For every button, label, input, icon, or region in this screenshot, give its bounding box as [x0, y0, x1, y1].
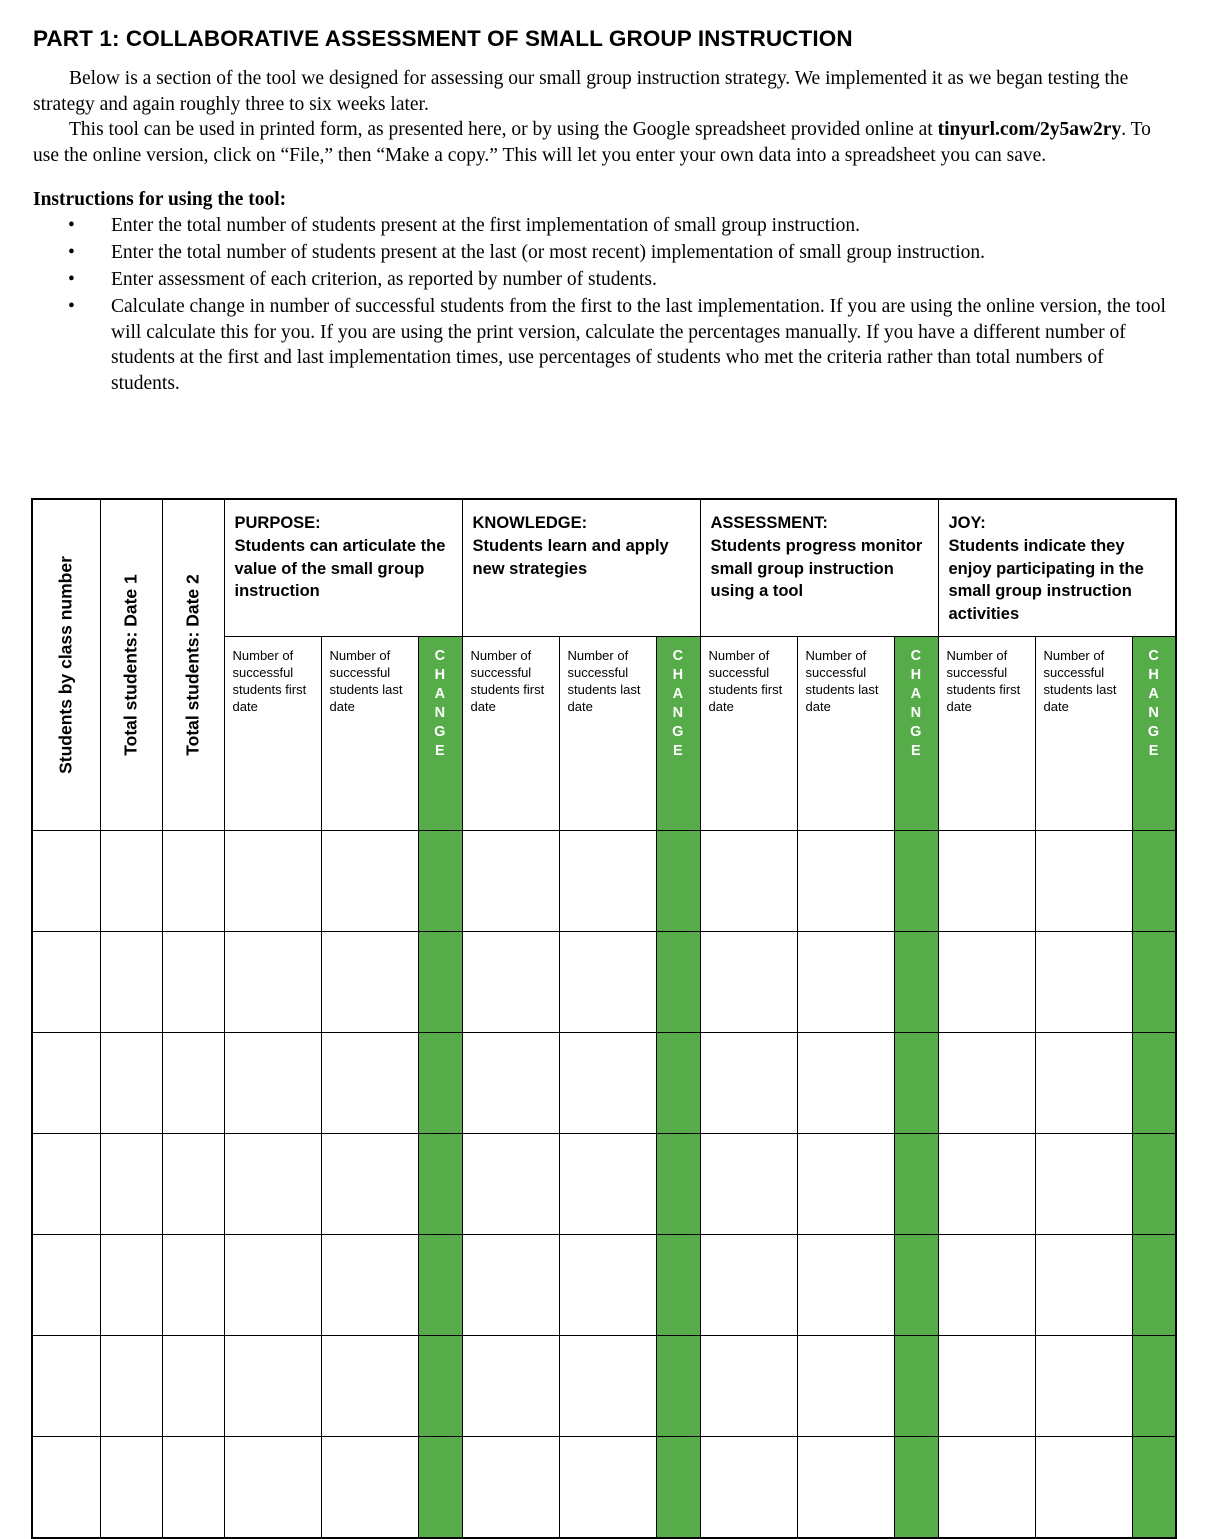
cell-knowledge-last[interactable]: [559, 931, 656, 1032]
subheader-knowledge-change-label: C H A N G E: [672, 647, 684, 760]
instructions-list: [33, 213, 1173, 397]
cell-assessment-change[interactable]: [894, 1133, 938, 1234]
cell-assessment-last[interactable]: [797, 830, 894, 931]
cell-purpose-change[interactable]: [418, 1133, 462, 1234]
col-header-total-students-date2: [162, 499, 224, 830]
intro-paragraph-1: [33, 66, 1173, 117]
category-header-knowledge-subtitle: Students learn and apply new strategies: [472, 536, 669, 578]
bullet-icon: •: [68, 214, 75, 236]
cell-knowledge-change[interactable]: [656, 1032, 700, 1133]
category-header-knowledge: [462, 499, 700, 636]
cell-joy-change[interactable]: [1132, 931, 1176, 1032]
cell-knowledge-last[interactable]: [559, 1234, 656, 1335]
cell-purpose-last[interactable]: [321, 1133, 418, 1234]
intro-paragraph-2-lead: This tool can be used in printed form, as presented here, or by using the Google spreadsheet provided online at: [69, 119, 938, 141]
cell-joy-last[interactable]: [1035, 1133, 1132, 1234]
cell-joy-first[interactable]: [938, 931, 1035, 1032]
cell-students-by-class[interactable]: [32, 1133, 100, 1234]
cell-assessment-change[interactable]: [894, 830, 938, 931]
category-header-assessment: [700, 499, 938, 636]
cell-students-by-class[interactable]: [32, 1436, 100, 1538]
category-header-purpose-subtitle: Students can articulate the value of the small group instruction: [234, 536, 446, 601]
category-header-purpose-title: PURPOSE:: [234, 514, 321, 532]
col-header-total-students-date1-label: Total students: Date 1: [120, 574, 141, 756]
cell-knowledge-first[interactable]: [462, 1335, 559, 1436]
cell-knowledge-last[interactable]: [559, 1335, 656, 1436]
cell-assessment-first[interactable]: [700, 830, 797, 931]
cell-assessment-first[interactable]: [700, 1032, 797, 1133]
cell-assessment-last[interactable]: [797, 1032, 894, 1133]
table-data-rows: [32, 830, 1176, 1538]
table-row: [32, 1436, 1176, 1538]
cell-purpose-change[interactable]: [418, 1335, 462, 1436]
subheader-knowledge-first: Number of successful students first date: [462, 636, 559, 830]
cell-purpose-change[interactable]: [418, 931, 462, 1032]
table-row: [32, 1133, 1176, 1234]
subheader-assessment-change-label: C H A N G E: [910, 647, 922, 760]
intro-paragraph-2-tail: . To use the online version, click on “File,” then “Make a copy.” This will let you enter your own data into a spreadsheet you can save.: [33, 119, 1151, 167]
cell-total-students-date1[interactable]: [100, 931, 162, 1032]
intro-paragraph-1-text: Below is a section of the tool we designed for assessing our small group instruction strategy. We implemented it as we began testing the strategy and again roughly three to six weeks later.: [33, 67, 1129, 115]
cell-purpose-first[interactable]: [224, 1032, 321, 1133]
table-header-row-categories: [32, 499, 1176, 636]
cell-purpose-first[interactable]: [224, 830, 321, 931]
cell-joy-change[interactable]: [1132, 1234, 1176, 1335]
category-header-joy-subtitle: Students indicate they enjoy participating in the small group instruction activities: [948, 536, 1144, 624]
cell-knowledge-last[interactable]: [559, 830, 656, 931]
cell-total-students-date1[interactable]: [100, 1032, 162, 1133]
cell-purpose-change[interactable]: [418, 830, 462, 931]
cell-purpose-first[interactable]: [224, 931, 321, 1032]
list-item-text: Enter the total number of students present at the first implementation of small group instruction.: [111, 214, 860, 236]
col-header-students-by-class-label: Students by class number: [55, 555, 76, 774]
cell-assessment-change[interactable]: [894, 1436, 938, 1538]
cell-assessment-first[interactable]: [700, 1234, 797, 1335]
subheader-purpose-last: Number of successful students last date: [321, 636, 418, 830]
category-header-joy-title: JOY:: [948, 514, 986, 532]
cell-joy-change[interactable]: [1132, 1436, 1176, 1538]
cell-joy-last[interactable]: [1035, 1032, 1132, 1133]
cell-joy-change[interactable]: [1132, 830, 1176, 931]
subheader-joy-first: Number of successful students first date: [938, 636, 1035, 830]
cell-total-students-date2[interactable]: [162, 1436, 224, 1538]
cell-knowledge-change[interactable]: [656, 830, 700, 931]
tool-url: tinyurl.com/2y5aw2ry: [937, 119, 1122, 141]
cell-students-by-class[interactable]: [32, 1335, 100, 1436]
table-row: [32, 830, 1176, 931]
subheader-purpose-change-label: C H A N G E: [434, 647, 446, 760]
cell-purpose-last[interactable]: [321, 1032, 418, 1133]
cell-purpose-change[interactable]: [418, 1032, 462, 1133]
cell-assessment-last[interactable]: [797, 1436, 894, 1538]
table-row: [32, 1335, 1176, 1436]
list-item-text: Calculate change in number of successful students from the first to the last implementation. If you are using the online version, the tool will calculate this for you. If you are using the print version, calculate the percentages manually. If you have a different number of students at the first and last implementation times, use percentages of students who met the criteria rather than total numbers of students.: [111, 295, 1166, 395]
cell-knowledge-first[interactable]: [462, 1436, 559, 1538]
subheader-assessment-first: Number of successful students first date: [700, 636, 797, 830]
cell-purpose-first[interactable]: [224, 1234, 321, 1335]
cell-assessment-change[interactable]: [894, 1234, 938, 1335]
cell-joy-first[interactable]: [938, 1032, 1035, 1133]
cell-purpose-change[interactable]: [418, 1436, 462, 1538]
col-header-students-by-class: [32, 499, 100, 830]
subheader-assessment-last: Number of successful students last date: [797, 636, 894, 830]
cell-purpose-last[interactable]: [321, 1436, 418, 1538]
list-item: [33, 213, 1173, 239]
table-row: [32, 931, 1176, 1032]
cell-joy-first[interactable]: [938, 1335, 1035, 1436]
col-header-total-students-date2-label: Total students: Date 2: [182, 574, 203, 756]
col-header-total-students-date1: [100, 499, 162, 830]
intro-paragraph-2: [33, 117, 1173, 168]
cell-assessment-last[interactable]: [797, 1335, 894, 1436]
cell-joy-change[interactable]: [1132, 1335, 1176, 1436]
cell-purpose-last[interactable]: [321, 1234, 418, 1335]
instructions-heading: Instructions for using the tool:: [33, 188, 287, 210]
table-row: [32, 1032, 1176, 1133]
cell-knowledge-first[interactable]: [462, 1133, 559, 1234]
cell-total-students-date1[interactable]: [100, 1133, 162, 1234]
subheader-knowledge-last: Number of successful students last date: [559, 636, 656, 830]
cell-assessment-last[interactable]: [797, 1234, 894, 1335]
cell-assessment-last[interactable]: [797, 1133, 894, 1234]
cell-purpose-first[interactable]: [224, 1436, 321, 1538]
cell-purpose-first[interactable]: [224, 1335, 321, 1436]
cell-knowledge-change[interactable]: [656, 1335, 700, 1436]
bullet-icon: •: [68, 295, 75, 317]
cell-purpose-first[interactable]: [224, 1133, 321, 1234]
subheader-assessment-change: [894, 636, 938, 830]
cell-joy-first[interactable]: [938, 1133, 1035, 1234]
assessment-tool-table-wrap: [31, 498, 1172, 1539]
cell-knowledge-change[interactable]: [656, 1436, 700, 1538]
category-header-knowledge-title: KNOWLEDGE:: [472, 514, 588, 532]
cell-purpose-last[interactable]: [321, 931, 418, 1032]
cell-knowledge-first[interactable]: [462, 1032, 559, 1133]
cell-assessment-first[interactable]: [700, 931, 797, 1032]
subheader-joy-change-label: C H A N G E: [1147, 647, 1160, 760]
cell-total-students-date1[interactable]: [100, 1436, 162, 1538]
cell-assessment-change[interactable]: [894, 1335, 938, 1436]
cell-students-by-class[interactable]: [32, 830, 100, 931]
subheader-joy-last: Number of successful students last date: [1035, 636, 1132, 830]
cell-knowledge-last[interactable]: [559, 1133, 656, 1234]
cell-joy-last[interactable]: [1035, 931, 1132, 1032]
cell-total-students-date2[interactable]: [162, 830, 224, 931]
cell-joy-first[interactable]: [938, 830, 1035, 931]
list-item: [33, 294, 1173, 398]
cell-purpose-last[interactable]: [321, 830, 418, 931]
cell-knowledge-change[interactable]: [656, 1234, 700, 1335]
cell-total-students-date1[interactable]: [100, 1335, 162, 1436]
bullet-icon: •: [68, 241, 75, 263]
cell-joy-last[interactable]: [1035, 830, 1132, 931]
cell-total-students-date2[interactable]: [162, 1133, 224, 1234]
cell-purpose-change[interactable]: [418, 1234, 462, 1335]
cell-purpose-last[interactable]: [321, 1335, 418, 1436]
cell-joy-first[interactable]: [938, 1436, 1035, 1538]
cell-assessment-change[interactable]: [894, 1032, 938, 1133]
category-header-joy: [938, 499, 1176, 636]
bullet-icon: •: [68, 268, 75, 290]
category-header-assessment-subtitle: Students progress monitor small group instruction using a tool: [710, 536, 923, 601]
list-item-text: Enter assessment of each criterion, as reported by number of students.: [111, 268, 657, 290]
cell-joy-last[interactable]: [1035, 1436, 1132, 1538]
cell-knowledge-last[interactable]: [559, 1032, 656, 1133]
cell-knowledge-first[interactable]: [462, 931, 559, 1032]
table-row: [32, 1234, 1176, 1335]
document-text-block: [33, 26, 1173, 398]
cell-knowledge-first[interactable]: [462, 1234, 559, 1335]
cell-students-by-class[interactable]: [32, 931, 100, 1032]
list-item: [33, 240, 1173, 266]
cell-total-students-date1[interactable]: [100, 830, 162, 931]
cell-total-students-date2[interactable]: [162, 1234, 224, 1335]
subheader-purpose-first: Number of successful students first date: [224, 636, 321, 830]
cell-joy-change[interactable]: [1132, 1133, 1176, 1234]
category-header-purpose: [224, 499, 462, 636]
cell-assessment-change[interactable]: [894, 931, 938, 1032]
assessment-tool-table: [31, 498, 1177, 1539]
cell-assessment-last[interactable]: [797, 931, 894, 1032]
page-title: PART 1: COLLABORATIVE ASSESSMENT OF SMALL GROUP INSTRUCTION: [33, 26, 853, 51]
cell-assessment-first[interactable]: [700, 1335, 797, 1436]
list-item: [33, 267, 1173, 293]
cell-total-students-date2[interactable]: [162, 931, 224, 1032]
cell-students-by-class[interactable]: [32, 1032, 100, 1133]
subheader-knowledge-change: [656, 636, 700, 830]
cell-students-by-class[interactable]: [32, 1234, 100, 1335]
cell-total-students-date2[interactable]: [162, 1335, 224, 1436]
cell-total-students-date2[interactable]: [162, 1032, 224, 1133]
subheader-purpose-change: [418, 636, 462, 830]
cell-total-students-date1[interactable]: [100, 1234, 162, 1335]
category-header-assessment-title: ASSESSMENT:: [710, 514, 828, 532]
cell-joy-change[interactable]: [1132, 1032, 1176, 1133]
cell-joy-last[interactable]: [1035, 1335, 1132, 1436]
subheader-joy-change: [1132, 636, 1176, 830]
cell-assessment-first[interactable]: [700, 1436, 797, 1538]
cell-joy-first[interactable]: [938, 1234, 1035, 1335]
cell-knowledge-change[interactable]: [656, 931, 700, 1032]
cell-assessment-first[interactable]: [700, 1133, 797, 1234]
cell-knowledge-first[interactable]: [462, 830, 559, 931]
cell-knowledge-change[interactable]: [656, 1133, 700, 1234]
cell-joy-last[interactable]: [1035, 1234, 1132, 1335]
list-item-text: Enter the total number of students present at the last (or most recent) implementation of small group instruction.: [111, 241, 986, 263]
cell-knowledge-last[interactable]: [559, 1436, 656, 1538]
